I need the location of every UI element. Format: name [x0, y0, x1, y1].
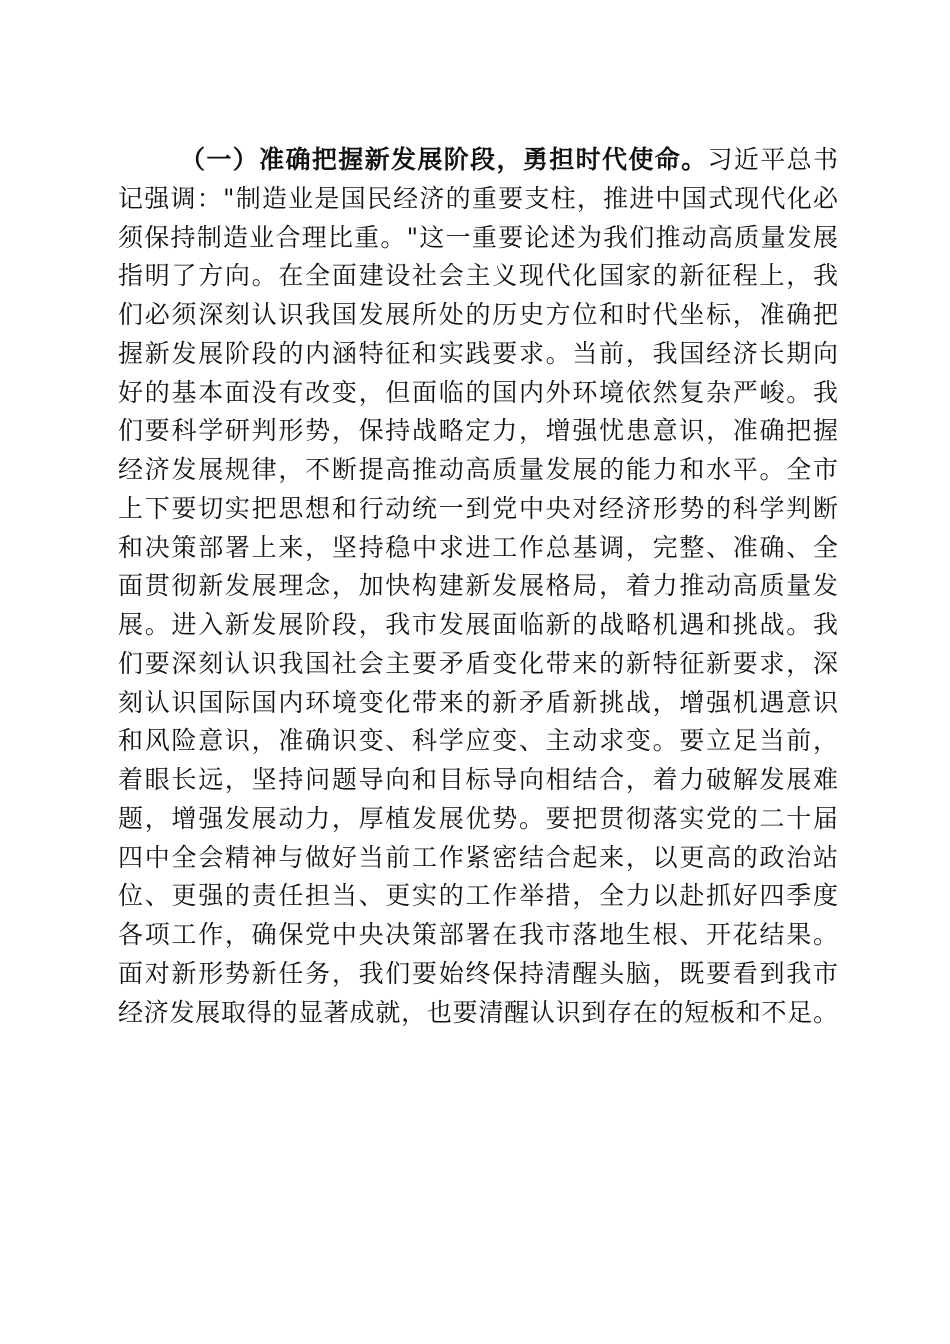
paragraph-line: 经济发展取得的显著成就，也要清醒认识到存在的短板和不足。 — [118, 997, 838, 1027]
paragraph-line: 位、更强的责任担当、更实的工作举措，全力以赴抓好四季度 — [118, 881, 838, 911]
paragraph-line: 们要深刻认识我国社会主要矛盾变化带来的新特征新要求，深 — [118, 648, 838, 678]
body-paragraph — [118, 141, 838, 1032]
paragraph-line: 面贯彻新发展理念，加快构建新发展格局，着力推动高质量发 — [118, 571, 838, 601]
paragraph-line: 好的基本面没有改变，但面临的国内外环境依然复杂严峻。我 — [118, 377, 838, 407]
paragraph-line: 握新发展阶段的内涵特征和实践要求。当前，我国经济长期向 — [118, 338, 838, 368]
paragraph-line: 和风险意识，准确识变、科学应变、主动求变。要立足当前， — [118, 726, 838, 756]
paragraph-line: 上下要切实把思想和行动统一到党中央对经济形势的科学判断 — [118, 493, 838, 523]
paragraph-line: 题，增强发展动力，厚植发展优势。要把贯彻落实党的二十届 — [118, 803, 838, 833]
paragraph-line: 们必须深刻认识我国发展所处的历史方位和时代坐标，准确把 — [118, 300, 838, 329]
paragraph-text-start: 习近平总书 — [707, 145, 838, 174]
paragraph-line: 须保持制造业合理比重。"这一重要论述为我们推动高质量发展 — [118, 222, 838, 252]
paragraph-line: 和决策部署上来，坚持稳中求进工作总基调，完整、准确、全 — [118, 532, 838, 562]
paragraph-line: 展。进入新发展阶段，我市发展面临新的战略机遇和挑战。我 — [118, 610, 838, 639]
paragraph-first-line — [118, 141, 838, 180]
paragraph-line: 四中全会精神与做好当前工作紧密结合起来，以更高的政治站 — [118, 842, 838, 872]
paragraph-line: 指明了方向。在全面建设社会主义现代化国家的新征程上，我 — [118, 261, 838, 291]
paragraph-line: 各项工作，确保党中央决策部署在我市落地生根、开花结果。 — [118, 920, 838, 949]
paragraph-line: 记强调："制造业是国民经济的重要支柱，推进中国式现代化必 — [118, 183, 838, 213]
paragraph-line: 刻认识国际国内环境变化带来的新矛盾新挑战，增强机遇意识 — [118, 687, 838, 717]
paragraph-line: 着眼长远，坚持问题导向和目标导向相结合，着力破解发展难 — [118, 765, 838, 794]
paragraph-line: 面对新形势新任务，我们要始终保持清醒头脑，既要看到我市 — [118, 958, 838, 988]
section-heading: （一）准确把握新发展阶段，勇担时代使命。 — [180, 145, 708, 174]
paragraph-line: 们要科学研判形势，保持战略定力，增强忧患意识，准确把握 — [118, 416, 838, 446]
paragraph-line: 经济发展规律，不断提高推动高质量发展的能力和水平。全市 — [118, 455, 838, 484]
